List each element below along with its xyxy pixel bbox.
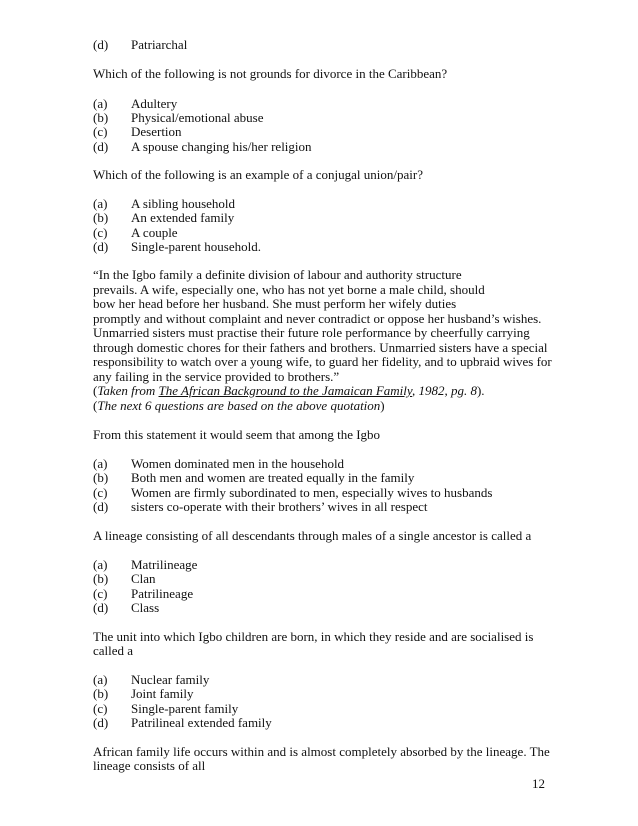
note-paren-close: ) (380, 398, 385, 413)
option-letter: (d) (93, 499, 109, 514)
option-letter: (a) (93, 196, 108, 211)
option-letter: (d) (93, 715, 109, 730)
source-book-title: The African Background to the Jamaican Family (158, 383, 412, 398)
option-letter: (b) (93, 686, 109, 701)
option-text: Single-parent household. (131, 239, 261, 254)
option-text: Clan (131, 571, 156, 586)
option-letter: (c) (93, 124, 108, 139)
option-letter: (d) (93, 37, 109, 52)
page-number: 12 (532, 776, 545, 791)
quotation-line: any failing in the service provided to brothers.” (93, 369, 340, 384)
quotation-line: prevails. A wife, especially one, who has not yet borne a male child, should (93, 282, 485, 297)
option-text: Single-parent family (131, 701, 239, 716)
option-text: Class (131, 600, 160, 615)
source-paren-close: ). (476, 383, 485, 398)
note-paren-open: ( (93, 398, 98, 413)
option-letter: (c) (93, 225, 108, 240)
quotation-line: promptly and without complaint and never contradict or oppose her husband’s wishes. (93, 311, 542, 326)
option-text: Women dominated men in the household (131, 456, 345, 471)
option-text: A couple (131, 225, 178, 240)
option-text: Physical/emotional abuse (131, 110, 264, 125)
source-year-page: , 1982, pg. 8 (411, 383, 477, 398)
option-text: Desertion (131, 124, 182, 139)
question-stem: The unit into which Igbo children are born, in which they reside and are socialised is (93, 629, 534, 644)
quotation-line: Unmarried sisters must practise their future role performance by cheerfully carrying (93, 325, 530, 340)
option-text: Patrilineal extended family (131, 715, 272, 730)
question-stem: A lineage consisting of all descendants through males of a single ancestor is called a (93, 528, 532, 543)
option-letter: (a) (93, 672, 108, 687)
option-text: Patriarchal (131, 37, 188, 52)
option-text: Joint family (131, 686, 194, 701)
option-letter: (b) (93, 210, 109, 225)
option-letter: (c) (93, 586, 108, 601)
option-letter: (d) (93, 600, 109, 615)
option-text: A spouse changing his/her religion (131, 139, 312, 154)
option-letter: (b) (93, 470, 109, 485)
source-paren-open: ( (93, 383, 98, 398)
question-stem: Which of the following is not grounds for divorce in the Caribbean? (93, 66, 448, 81)
question-stem: From this statement it would seem that among the Igbo (93, 427, 381, 442)
option-text: Nuclear family (131, 672, 210, 687)
option-letter: (c) (93, 485, 108, 500)
option-text: A sibling household (131, 196, 236, 211)
quotation-line: bow her head before her husband. She must perform her wifely duties (93, 296, 457, 311)
option-text: Adultery (131, 96, 178, 111)
source-taken-from: Taken from (97, 383, 159, 398)
note-text: The next 6 questions are based on the above quotation (97, 398, 381, 413)
option-letter: (b) (93, 571, 109, 586)
option-letter: (d) (93, 239, 109, 254)
quotation-note (93, 398, 385, 413)
option-letter: (d) (93, 139, 109, 154)
option-letter: (a) (93, 557, 108, 572)
question-stem: Which of the following is an example of a conjugal union/pair? (93, 167, 423, 182)
option-letter: (a) (93, 96, 108, 111)
option-text: Women are firmly subordinated to men, especially wives to husbands (131, 485, 493, 500)
option-text: Both men and women are treated equally in the family (131, 470, 415, 485)
question-stem: called a (93, 643, 134, 658)
question-stem: African family life occurs within and is almost completely absorbed by the lineage. The (93, 744, 550, 759)
quotation-line: “In the Igbo family a definite division of labour and authority structure (93, 267, 462, 282)
option-letter: (c) (93, 701, 108, 716)
quotation-line: responsibility to watch over a young wife, to guard her fidelity, and to upbraid wives for (93, 354, 552, 369)
option-letter: (a) (93, 456, 108, 471)
option-text: Patrilineage (131, 586, 194, 601)
option-text: Matrilineage (131, 557, 198, 572)
option-text: sisters co-operate with their brothers’ wives in all respect (131, 499, 428, 514)
option-letter: (b) (93, 110, 109, 125)
quotation-line: through domestic chores for their fathers and brothers. Unmarried sisters have a special (93, 340, 548, 355)
question-stem: lineage consists of all (93, 758, 206, 773)
quotation-source (93, 383, 485, 398)
option-text: An extended family (131, 210, 235, 225)
